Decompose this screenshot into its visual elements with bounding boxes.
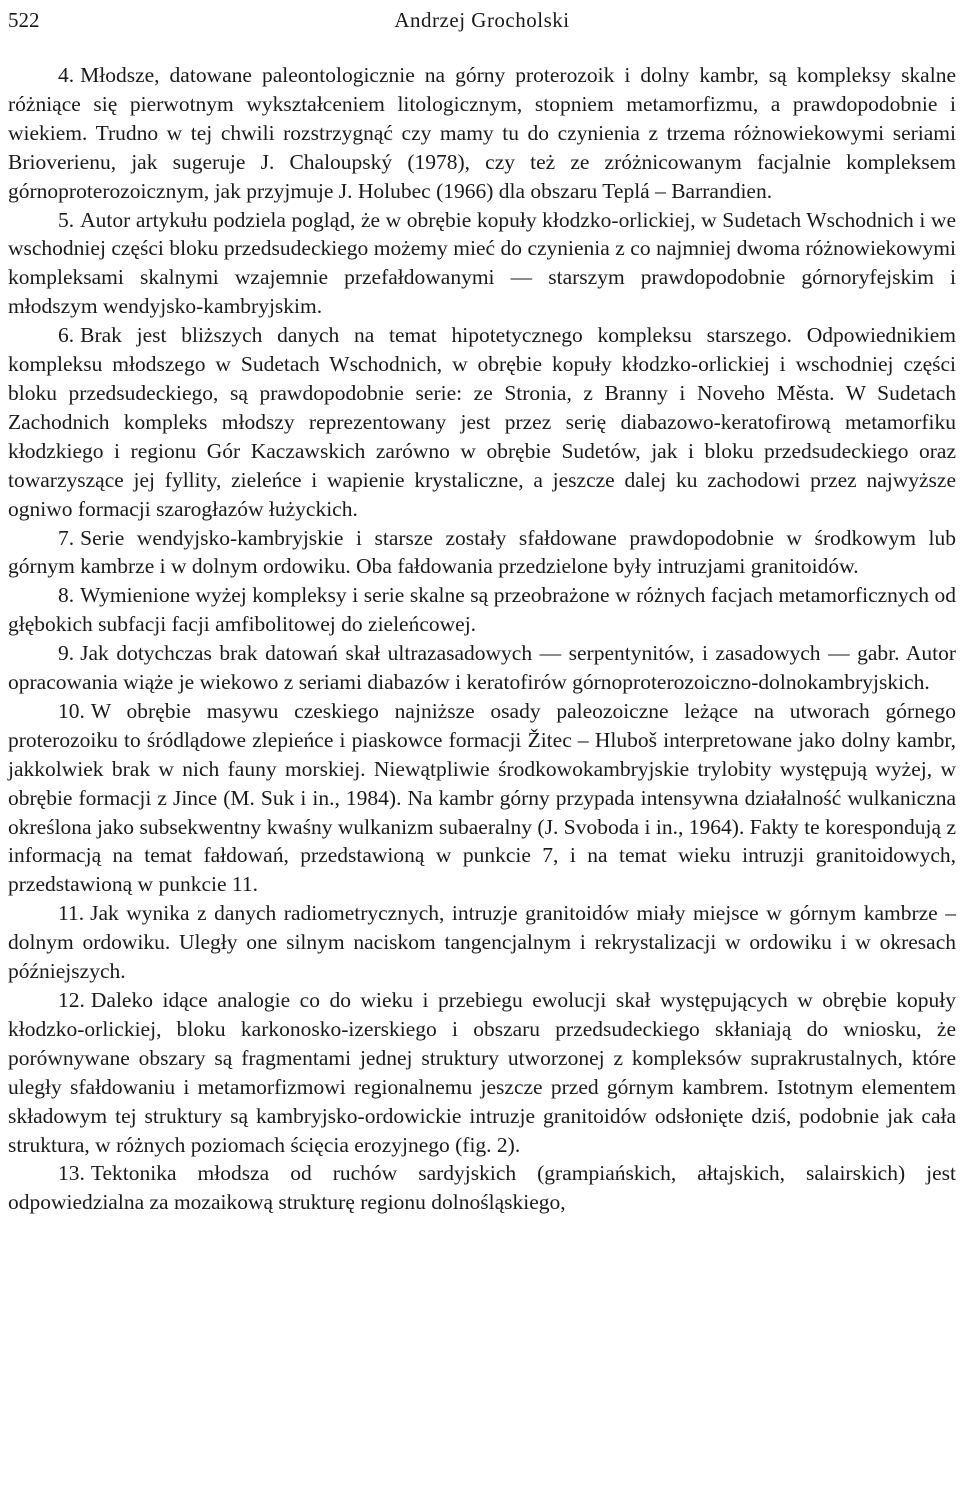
paragraph-number: 4. bbox=[58, 63, 75, 87]
paragraph-5 bbox=[8, 206, 956, 322]
paragraph-number: 13. bbox=[58, 1161, 85, 1186]
paragraph-text: Serie wendyjsko-kambryjskie i starsze zostały sfałdowane prawdopodobnie w środkowym lub górnym kambrze i w dolnym ordowiku. Oba fałdowania przedzielone były intruzjami granitoidów. bbox=[8, 525, 956, 579]
paragraph-number: 9. bbox=[58, 641, 75, 666]
paragraph-10 bbox=[8, 697, 956, 899]
paragraph-number: 7. bbox=[58, 525, 75, 550]
paragraph-number: 6. bbox=[58, 323, 75, 348]
running-header bbox=[8, 4, 956, 36]
paragraph-text: W obrębie masywu czeskiego najniższe osady paleozoiczne leżące na utworach górnego proterozoiku to śródlądowe zlepieńce i piaskowce formacji Žitec – Hluboš interpretowane jako dolny kambr, jakkolwiek brak w nich fauny morskiej. Niewątpliwie środkowokambryjskie trylobity występują wyżej, w obrębie formacji z Jince (M. Suk i in., 1984). Na kambr górny przypada intensywna działalność wulkaniczna określona jako subsekwentny kwaśny wulkanizm subaeralny (J. Svoboda i in., 1964). Fakty te korespondują z informacją na temat fałdowań, przedstawioną w punkcie 7, i na temat wieku intruzji granitoidowych, przedstawioną w punkcie 11. bbox=[8, 698, 956, 897]
paragraph-7 bbox=[8, 524, 956, 582]
paragraph-11 bbox=[8, 899, 956, 986]
paragraph-12 bbox=[8, 986, 956, 1159]
paragraph-text: Jak wynika z danych radiometrycznych, intruzje granitoidów miały miejsce w górnym kambrze – dolnym ordowiku. Uległy one silnym naciskom tangencjalnym i rekrystalizacji w ordowiku i w okresach późniejszych. bbox=[8, 901, 956, 984]
paragraph-text: Jak dotychczas brak datowań skał ultrazasadowych — serpentynitów, i zasadowych — gabr. Autor opracowania wiąże je wiekowo z seriami diabazów i keratofirów górnoproterozoiczno-dolnokambryjskich. bbox=[8, 641, 956, 695]
paragraph-13 bbox=[8, 1159, 956, 1217]
paragraph-8 bbox=[8, 581, 956, 639]
paragraph-text: Autor artykułu podziela pogląd, że w obrębie kopuły kłodzko-orlickiej, w Sudetach Wschodnich i we wschodniej części bloku przedsudeckiego możemy mieć do czynienia z co najmniej dwoma różnowiekowymi kompleksami skalnymi wzajemnie przefałdowanymi — starszym prawdopodobnie górnoryfejskim i młodszym wendyjsko-kambryjskim. bbox=[8, 207, 956, 319]
paragraph-number: 8. bbox=[58, 583, 75, 608]
author-name: Andrzej Grocholski bbox=[394, 8, 570, 32]
page-number: 522 bbox=[8, 8, 40, 32]
paragraph-text: Brak jest bliższych danych na temat hipotetycznego kompleksu starszego. Odpowiednikiem kompleksu młodszego w Sudetach Wschodnich, w obrębie kopuły kłodzko-orlickiej i wschodniej części bloku przedsudeckiego, są prawdopodobnie serie: ze Stronia, z Branny i Noveho Města. W Sudetach Zachodnich kompleks młodszy reprezentowany jest przez serię diabazowo-keratofirową metamorfiku kłodzkiego i regionu Gór Kaczawskich zarówno w obrębie Sudetów, jak i bloku przedsudeckiego oraz towarzyszące jej fyllity, zieleńce i wapienie krystaliczne, a jeszcze dalej ku zachodowi przez najwyższe ogniwo formacji szarogłazów łużyckich. bbox=[8, 323, 956, 521]
paragraph-text: Młodsze, datowane paleontologicznie na górny proterozoik i dolny kambr, są kompleksy skalne różniące się pierwotnym wykształceniem litologicznym, stopniem metamorfizmu, a prawdopodobnie i wiekiem. Trudno w tej chwili rozstrzygnąć czy mamy tu do czynienia z trzema różnowiekowymi seriami Brioverienu, jak sugeruje J. Chaloupský (1978), czy też ze zróżnicowanym facjalnie kompleksem górnoproterozoicznym, jak przyjmuje J. Holubec (1966) dla obszaru Teplá – Barrandien. bbox=[8, 63, 956, 203]
paragraph-number: 5. bbox=[58, 207, 75, 232]
paragraph-number: 11. bbox=[58, 901, 85, 926]
paragraph-number: 10. bbox=[58, 698, 85, 723]
body-text bbox=[8, 61, 956, 1217]
paragraph-6 bbox=[8, 321, 956, 523]
paragraph-text: Tektonika młodsza od ruchów sardyjskich (grampiańskich, ałtajskich, salairskich) jest odpowiedzialna za mozaikową strukturę regionu dolnośląskiego, bbox=[8, 1161, 956, 1215]
paragraph-9 bbox=[8, 639, 956, 697]
paragraph-text: Daleko idące analogie co do wieku i przebiegu ewolucji skał występujących w obrębie kopuły kłodzko-orlickiej, bloku karkonosko-izerskiego i obszaru przedsudeckiego skłaniają do wniosku, że porównywane obszary są fragmentami jednej struktury utworzonej z kompleksów suprakrustalnych, które uległy sfałdowaniu i metamorfizmowi regionalnemu jeszcze przed górnym kambrem. Istotnym elementem składowym tej struktury są kambryjsko-ordowickie intruzje granitoidów odsłonięte dziś, podobnie jak cała struktura, w różnych poziomach ścięcia erozyjnego (fig. 2). bbox=[8, 988, 956, 1157]
paragraph-4 bbox=[8, 61, 956, 206]
paragraph-text: Wymienione wyżej kompleksy i serie skalne są przeobrażone w różnych facjach metamorficznych od głębokich subfacji facji amfibolitowej do zieleńcowej. bbox=[8, 583, 956, 637]
paragraph-number: 12. bbox=[58, 988, 85, 1012]
